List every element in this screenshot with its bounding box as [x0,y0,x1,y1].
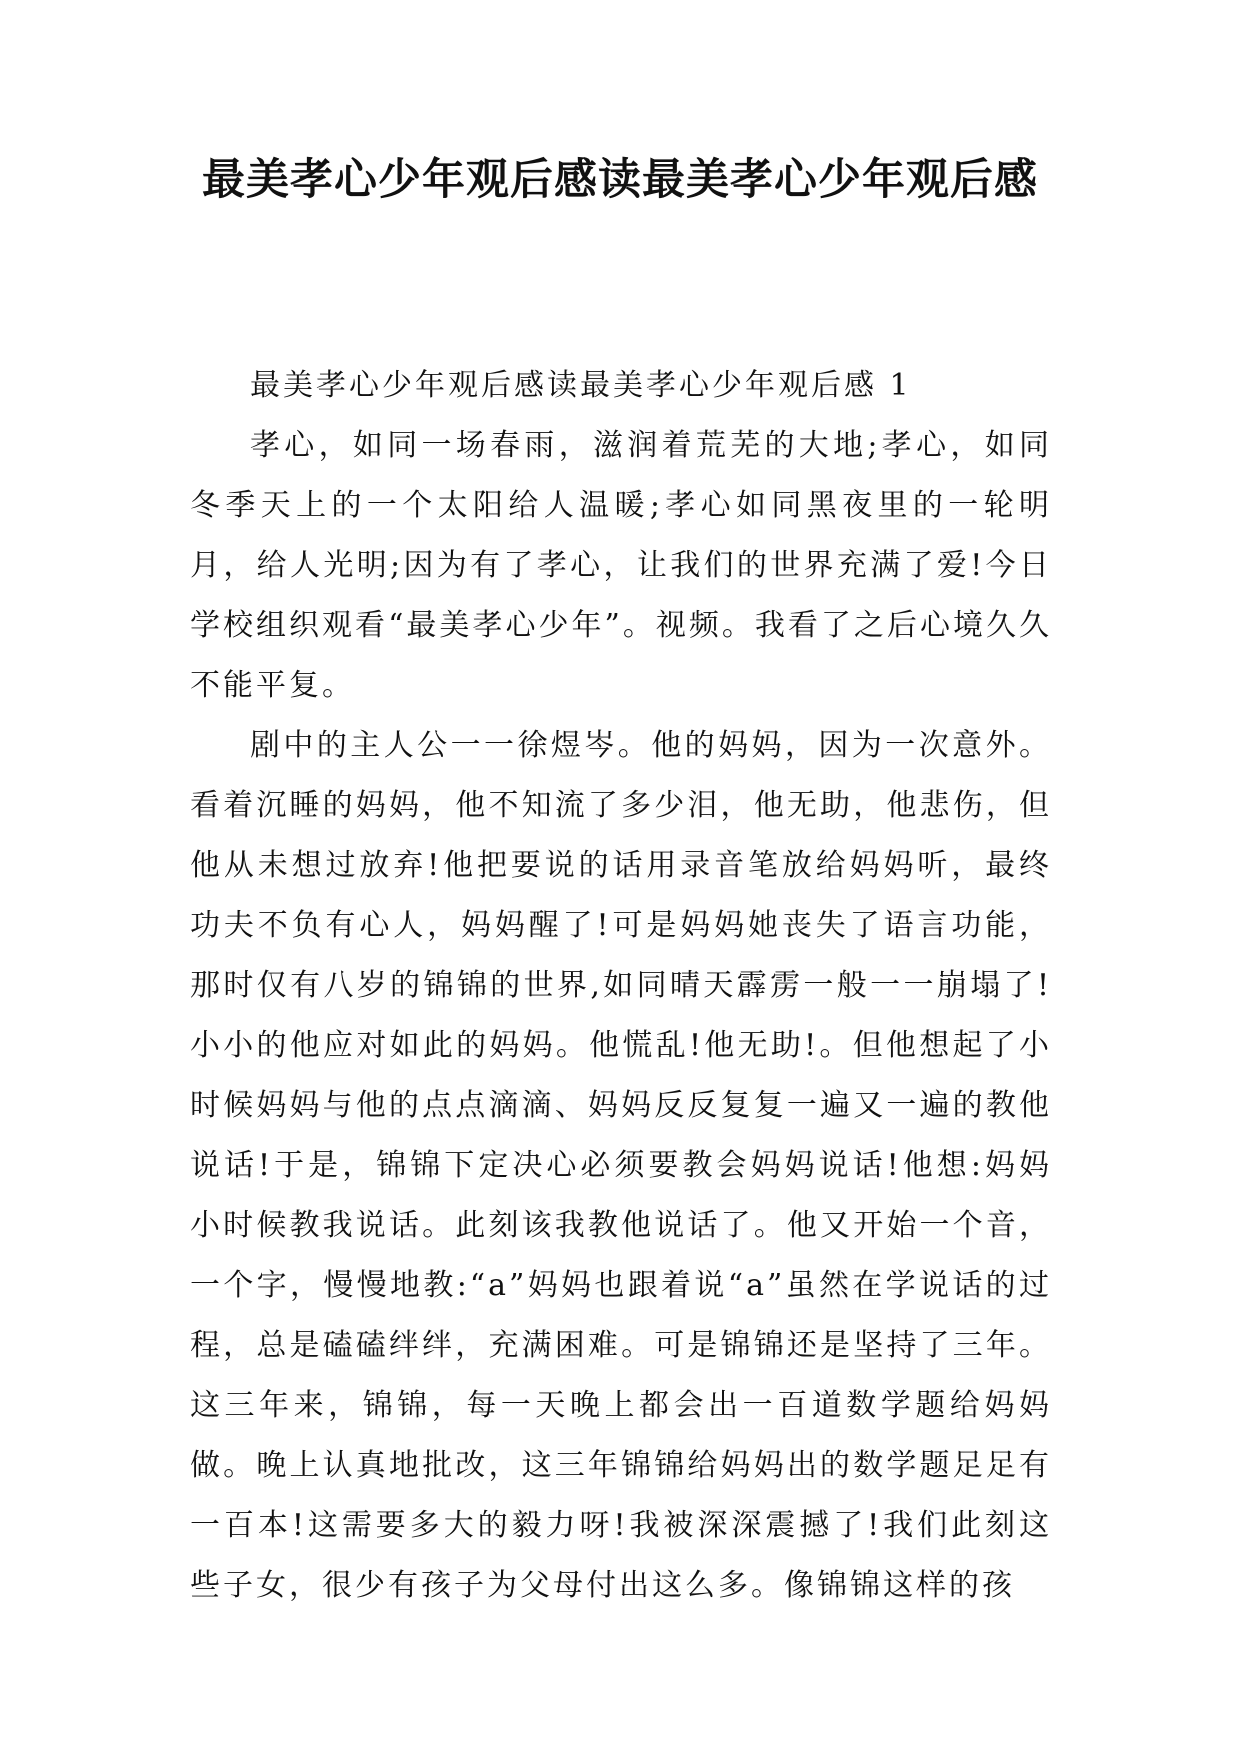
paragraph-subtitle: 最美孝心少年观后感读最美孝心少年观后感 1 [250,368,912,403]
paragraph-2: 剧中的主人公一一徐煜岑。他的妈妈，因为一次意外。看着沉睡的妈妈，他不知流了多少泪，他无助，他悲伤，但他从未想过放弃!他把要说的话用录音笔放给妈妈听，最终功夫不负有心人，妈妈醒了!可是妈妈她丧失了语言功能，那时仅有八岁的锦锦的世界,如同晴天霹雳一般一一崩塌了!小小的他应对如此的妈妈。他慌乱!他无助!。但他想起了小时候妈妈与他的点点滴滴、妈妈反反复复一遍又一遍的教他说话!于是，锦锦下定决心必须要教会妈妈说话!他想:妈妈小时候教我说话。此刻该我教他说话了。他又开始一个音，一个字，慢慢地教:“a”妈妈也跟着说“a”虽然在学说话的过程，总是磕磕绊绊，充满困难。可是锦锦还是坚持了三年。这三年来，锦锦，每一天晚上都会出一百道数学题给妈妈做。晚上认真地批改，这三年锦锦给妈妈出的数学题足足有一百本!这需要多大的毅力呀!我被深深震撼了!我们此刻这些子女，很少有孩子为父母付出这么多。像锦锦这样的孩 [190,728,1052,1603]
document-title: 最美孝心少年观后感读最美孝心少年观后感 [202,155,1038,205]
document-body [190,356,1052,1616]
paragraph-1: 孝心，如同一场春雨，滋润着荒芜的大地;孝心，如同冬季天上的一个太阳给人温暖;孝心如同黑夜里的一轮明月，给人光明;因为有了孝心，让我们的世界充满了爱!今日学校组织观看“最美孝心少年”。视频。我看了之后心境久久不能平复。 [190,428,1052,703]
